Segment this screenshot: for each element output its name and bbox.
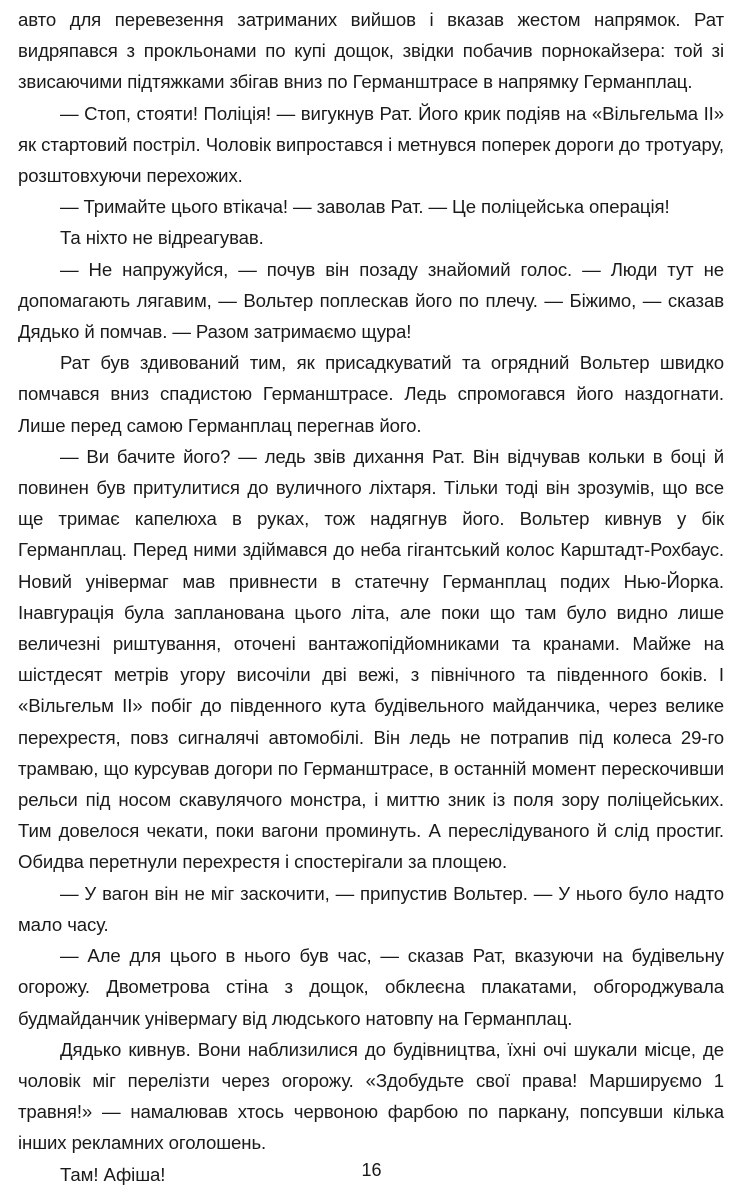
body-text <box>18 4 724 1190</box>
paragraph: Та ніхто не відреагував. <box>60 227 264 249</box>
paragraph: — Не напружуйся, — почув він позаду знайомий голос. — Люди тут не допомагають лягавим, — Вольтер поплескав його по плечу. — Біжимо, — сказав Дядько й помчав. — Разом затримаємо щура! <box>18 258 724 343</box>
paragraph: — Стоп, стояти! Поліція! — вигукнув Рат. Його крик подіяв на «Вільгельма II» як стартовий постріл. Чоловік випростався і метнувся поперек дороги до тротуару, розштовхуючи перехожих. <box>18 102 724 187</box>
paragraph-continued: авто для перевезення затриманих вийшов і вказав жестом напрямок. Рат видряпався з прокльонами по купі дощок, звідки побачив порнокайзера: той зі звисаючими підтяжками збігав вниз по Германштрасе в напрямку Германплац. <box>18 9 724 93</box>
paragraph: Рат був здивований тим, як присадкуватий та огрядний Вольтер швидко помчався вниз спадистою Германштрасе. Ледь спромогався його наздогнати. Лише перед самою Германплац перегнав його. <box>18 352 724 436</box>
paragraph: — Але для цього в нього був час, — сказав Рат, вказуючи на будівельну огорожу. Двометрова стіна з дощок, обклеєна плакатами, обгороджувала будмайданчик універмагу від людського натовпу на Германплац. <box>18 945 724 1029</box>
paragraph: — Ви бачите його? — ледь звів дихання Рат. Він відчував кольки в боці й повинен був притулитися до вуличного ліхтаря. Тільки тоді він зрозумів, що все ще тримає капелюха в руках, тож надягнув його. Вольтер кивнув у бік Германплац. Перед ними здіймався до неба гігантський колос Карштадт-Рохбаус. Новий універмаг мав привнести в статечну Германплац подих Нью-Йорка. Інавгурація була запланована цього літа, але поки що там було видно лише величезні риштування, оточені вантажопідйомниками та кранами. Майже на шістдесят метрів угору височіли дві вежі, з північного та південного боків. І «Вільгельм II» побіг до південного кута будівельного майданчика, через велике перехрестя, повз сигналячі автомобілі. Він ледь не потрапив під колеса 29-го трамваю, що курсував догори по Германштрасе, в останній момент перескочивши рельси під носом скавулячого монстра, і миттю зник із поля зору поліцейських. Тим довелося чекати, поки вагони проминуть. А переслідуваного й слід простиг. Обидва перетнули перехрестя і спостерігали за площею. <box>18 445 724 873</box>
paragraph: Дядько кивнув. Вони наблизилися до будівництва, їхні очі шукали місце, де чоловік міг перелізти через огорожу. «Здобудьте свої права! Маршируємо 1 травня!» — намалював хтось червоною фарбою по паркану, попсувши кілька інших рекламних оголошень. <box>18 1038 724 1154</box>
page-number: 16 <box>361 1160 382 1180</box>
paragraph: — У вагон він не міг заскочити, — припустив Вольтер. — У нього було надто мало часу. <box>18 882 724 935</box>
paragraph: — Тримайте цього втікача! — заволав Рат. — Це поліцейська операція! <box>60 196 670 218</box>
paragraph: Там! Афіша! <box>60 1163 166 1185</box>
